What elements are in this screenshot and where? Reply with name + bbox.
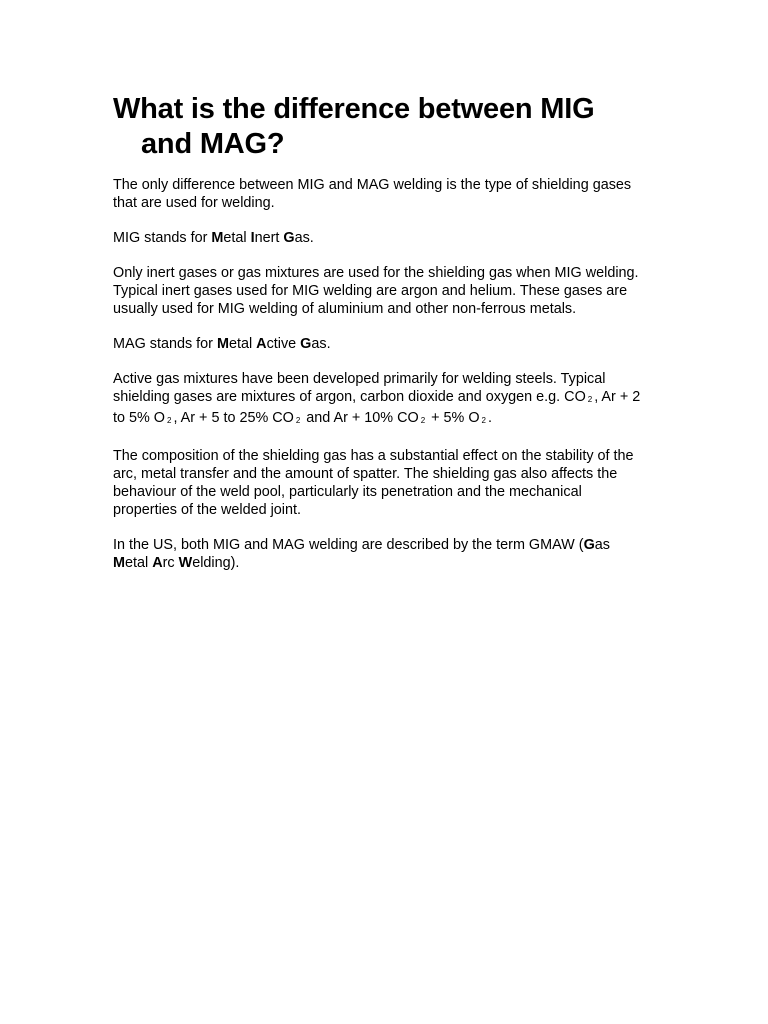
mag-word-gas: as. <box>311 336 331 352</box>
active-text-2: , Ar + 2 to 5% O <box>113 389 641 426</box>
mig-letter-m: M <box>211 230 224 246</box>
active-text-3: , Ar + 5 to 25% CO <box>173 410 294 426</box>
active-text-1: Active gas mixtures have been developed primarily for welding steels. Typical shielding gases are mixtures of argon, carbon dioxide and oxygen e.g. CO <box>113 371 606 405</box>
mig-word-gas: as. <box>294 230 314 246</box>
gmaw-letter-g: G <box>583 537 595 553</box>
gmaw-word-arc: rc <box>162 555 179 571</box>
subscript-2: 2 <box>481 416 486 425</box>
mig-definition-paragraph <box>113 229 643 247</box>
mag-definition-paragraph <box>113 335 643 353</box>
subscript-2: 2 <box>295 416 301 425</box>
gmaw-letter-m: M <box>113 555 125 571</box>
subscript-2: 2 <box>587 395 593 404</box>
mag-word-active: ctive <box>266 336 301 352</box>
mig-letter-i: I <box>250 230 255 246</box>
active-text-6: . <box>488 410 492 426</box>
subscript-2: 2 <box>420 416 426 425</box>
gmaw-letter-a: A <box>152 555 163 571</box>
gmaw-word-welding: elding). <box>192 555 240 571</box>
mig-word-metal: etal <box>223 230 251 246</box>
mag-prefix: MAG stands for <box>113 336 217 352</box>
mag-letter-g: G <box>300 336 312 352</box>
active-gas-paragraph <box>113 370 643 430</box>
mig-word-inert: nert <box>254 230 284 246</box>
subscript-2: 2 <box>167 416 172 425</box>
mig-letter-g: G <box>283 230 295 246</box>
mag-word-metal: etal <box>228 336 257 352</box>
mig-detail-paragraph: Only inert gases or gas mixtures are used for the shielding gas when MIG welding. Typical inert gases used for MIG welding are argon and helium. These gases are usually used for MIG welding of aluminium and other non-ferrous metals. <box>113 265 639 317</box>
gmaw-word-metal: etal <box>125 555 153 571</box>
active-text-5: + 5% O <box>427 410 480 426</box>
gmaw-paragraph <box>113 536 643 572</box>
gmaw-letter-w: W <box>178 555 193 571</box>
document-page <box>113 92 643 589</box>
composition-paragraph: The composition of the shielding gas has a substantial effect on the stability of the arc, metal transfer and the amount of spatter. The shielding gas also affects the behaviour of the weld pool, particularly its penetration and the mechanical properties of the welded joint. <box>113 448 634 518</box>
mig-prefix: MIG stands for <box>113 230 212 246</box>
mag-letter-a: A <box>256 336 267 352</box>
intro-paragraph: The only difference between MIG and MAG welding is the type of shielding gases that are used for welding. <box>113 177 632 211</box>
mag-letter-m: M <box>216 336 229 352</box>
gmaw-prefix: In the US, both MIG and MAG welding are described by the term GMAW ( <box>113 537 584 553</box>
active-text-4: and Ar + 10% CO <box>302 410 419 426</box>
gmaw-word-gas: as <box>594 537 610 553</box>
page-title: What is the difference between MIG and MAG? <box>113 93 595 160</box>
